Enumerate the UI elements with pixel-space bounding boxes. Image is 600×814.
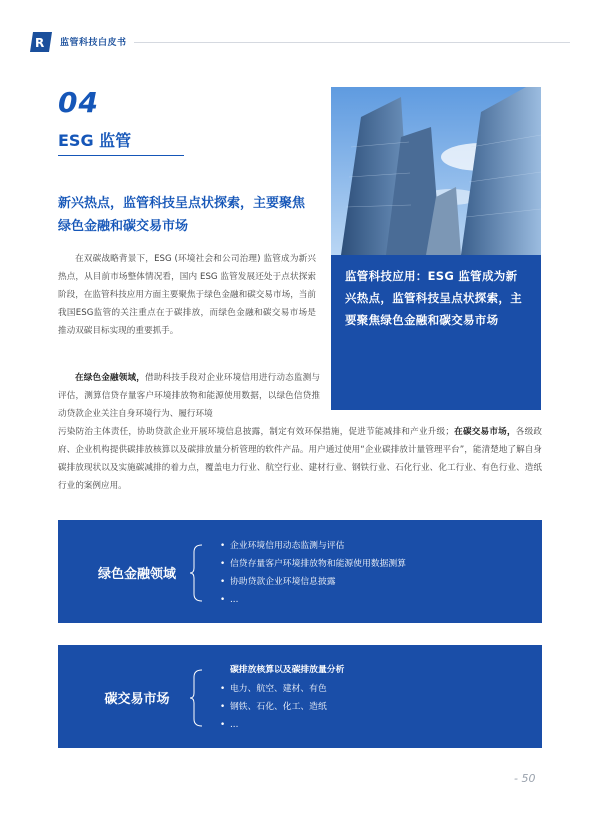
brace-icon [190, 669, 204, 727]
body-paragraph-3 [58, 423, 542, 495]
green-finance-text: 借助科技手段对企业环境信用进行动态监测与评估，测算信贷存量客户环境排放物和能源使用数据，以绿色信贷推动贷款企业关注自身环境行为、履行环境 [58, 373, 320, 419]
carbon-market-label: 碳交易市场 [104, 692, 170, 707]
caption-box [331, 255, 541, 410]
carbon-market-list [220, 680, 327, 734]
svg-text:R: R [35, 36, 45, 50]
list-item: • 信贷存量客户环境排放物和能源使用数据测算 [220, 555, 406, 573]
body-paragraph-1: 在双碳战略背景下，ESG (环境社会和公司治理) 监管成为新兴热点，从目前市场整体情况看，国内 ESG 监管发展还处于点状探索阶段，在监管科技应用方面主要聚焦于绿色金融和碳交易市场，当前我国ESG监管的关注重点在于碳排放，而绿色金融和碳交易市场是推动双碳目标实现的重要抓手。 [58, 254, 316, 336]
list-item: • 企业环境信用动态监测与评估 [220, 537, 406, 555]
header-title: 监管科技白皮书 [60, 38, 127, 48]
list-item: • ... [220, 591, 406, 609]
paragraph-3-text-b: 各级政府、企业机构提供碳排放核算以及碳排放量分析管理的软件产品。用户通过使用“企业碳排放计量管理平台”，能清楚地了解自身碳排放现状以及实施碳减排的着力点，覆盖电力行业、航空行业、建材行业、钢铁行业、石化行业、化工行业、有色行业、造纸行业的案例应用。 [58, 427, 542, 491]
caption-text: 监管科技应用：ESG 监管成为新兴热点，监管科技呈点状探索，主要聚焦绿色金融和碳交易市场 [345, 269, 522, 327]
chapter-rule [58, 155, 184, 156]
list-item: • ... [220, 716, 327, 734]
list-item: • 电力、航空、建材、有色 [220, 680, 327, 698]
paragraph-3-text-a: 污染防治主体责任，协助贷款企业开展环境信息披露，制定有效环保措施，促进节能减排和产业升级； [58, 427, 454, 437]
carbon-market-panel [58, 645, 542, 748]
carbon-market-lead: 在碳交易市场， [453, 427, 516, 437]
chapter-title: ESG 监管 [58, 131, 132, 150]
page-number: - 50 [514, 772, 536, 785]
carbon-market-subheading: 碳排放核算以及碳排放量分析 [230, 665, 345, 675]
list-item: • 协助贷款企业环境信息披露 [220, 573, 406, 591]
list-item: • 钢铁、石化、化工、造纸 [220, 698, 327, 716]
section-heading: 新兴热点，监管科技呈点状探索，主要聚焦绿色金融和碳交易市场 [58, 196, 306, 234]
chapter-number: 04 [58, 86, 99, 119]
brace-icon [190, 544, 204, 602]
body-paragraph-2 [58, 369, 320, 423]
header-divider [134, 42, 570, 43]
green-finance-label: 绿色金融领域 [97, 567, 176, 582]
green-finance-panel [58, 520, 542, 623]
green-finance-lead: 在绿色金融领域， [75, 373, 146, 383]
company-logo-icon [30, 32, 52, 52]
green-finance-list [220, 537, 406, 609]
page-header [30, 30, 570, 54]
skyscraper-photo [331, 87, 541, 255]
